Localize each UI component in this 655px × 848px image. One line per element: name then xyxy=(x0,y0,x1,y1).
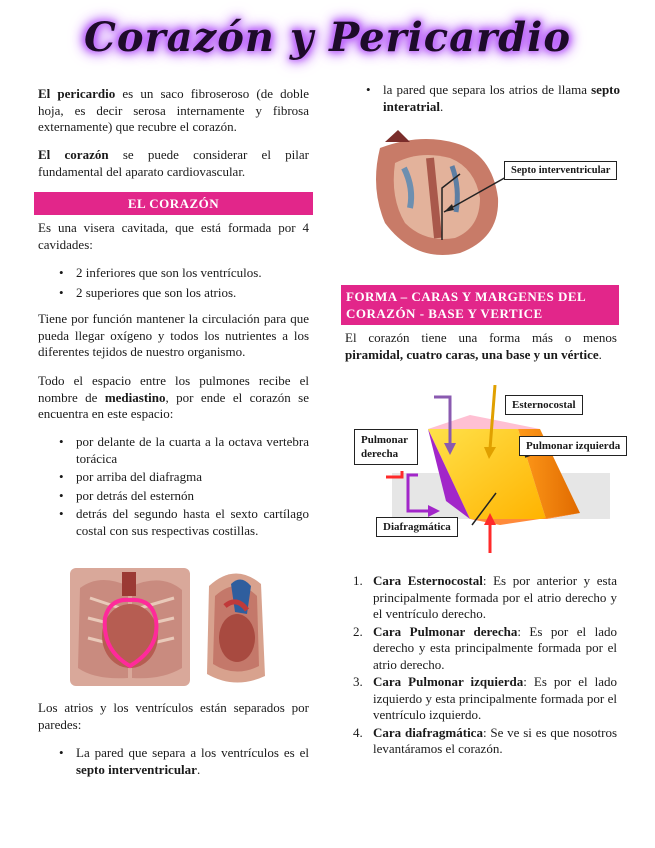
mediastino-paragraph: Todo el espacio entre los pulmones recibe el nombre de mediastino, por ende el corazón se encuentra en este espacio: xyxy=(38,373,309,421)
cavidades-list xyxy=(38,265,309,301)
septo-interventricular-term: septo interventricular xyxy=(76,761,197,777)
septo-list-left xyxy=(38,745,309,778)
list-item: 2. Cara Pulmonar derecha: Es por el lado derecho y esta principalmente formada por el atrio derecho. xyxy=(353,623,617,672)
list-item: 4. Cara diafragmática: Se ve si es que nosotros levantáramos el corazón. xyxy=(353,724,617,756)
mediastino-term: mediastino xyxy=(104,389,166,405)
label-pulmonar-derecha: Pulmonar derecha xyxy=(354,429,418,465)
funcion-paragraph: Tiene por función mantener la circulación para que pueda llegar oxígeno y todos los nutrientes a los diferentes tejidos de nuestro organismo. xyxy=(38,311,309,359)
corazon-paragraph xyxy=(38,147,309,180)
ubicacion-list xyxy=(38,434,309,539)
mediastino-illustration xyxy=(70,568,190,686)
section-banner-corazon: EL CORAZÓN xyxy=(34,192,313,215)
pericardio-term: El pericardio xyxy=(38,86,116,101)
list-item: • por delante de la cuarta a la octava vertebra torácica xyxy=(38,434,309,467)
septo-pointer-line xyxy=(440,160,510,220)
label-septo-interventricular: Septo interventricular xyxy=(504,161,617,180)
corazon-term: El corazón xyxy=(38,147,109,162)
page-title: Corazón y Pericardio xyxy=(84,14,571,61)
list-item: • 2 superiores que son los atrios. xyxy=(38,285,309,302)
list-item: • por arriba del diafragma xyxy=(38,469,309,486)
forma-paragraph: El corazón tiene una forma más o menos piramidal, cuatro caras, una base y un vértice. xyxy=(345,330,617,362)
corazon-text: se puede considerar el pilar fundamental del aparato cardiovascular. xyxy=(38,147,310,179)
pericardio-paragraph xyxy=(38,86,309,136)
caras-list xyxy=(345,573,617,758)
list-item: • detrás del segundo hasta el sexto cartílago costal con sus respectivas costillas. xyxy=(38,506,309,539)
label-diafragmatica: Diafragmática xyxy=(376,517,458,537)
list-item: • La pared que separa a los ventrículos es el septo interventricular. xyxy=(38,745,309,778)
list-item: 1. Cara Esternocostal: Es por anterior y esta principalmente formada por el atrio derecho y el ventrículo derecho. xyxy=(353,573,617,621)
paredes-intro: Los atrios y los ventrículos están separados por paredes: xyxy=(38,700,309,732)
label-pulmonar-izquierda: Pulmonar izquierda xyxy=(519,436,627,456)
list-item: • por detrás del esternón xyxy=(38,488,309,505)
cavidades-intro: Es una visera cavitada, que está formada por 4 cavidades: xyxy=(38,220,309,252)
septo-list-right xyxy=(345,82,620,115)
forma-term: piramidal, cuatro caras, una base y un vértice xyxy=(345,346,599,362)
label-esternocostal: Esternocostal xyxy=(505,395,583,415)
septo-interatrial-term: septo interatrial xyxy=(383,82,620,114)
list-item: 3. Cara Pulmonar izquierda: Es por el lado izquierdo y esta principalmente formada por el ventrículo izquierdo. xyxy=(353,674,617,722)
pericardio-text: es un saco fibroseroso (de doble hoja, es decir serosa internamente y fibrosa externamente) que recubre el corazón. xyxy=(38,86,309,134)
list-item: • la pared que separa los atrios de llama septo interatrial. xyxy=(345,82,620,115)
section-banner-forma: FORMA – CARAS Y MARGENES DEL CORAZÓN - BASE Y VERTICE xyxy=(341,285,619,325)
list-item: • 2 inferiores que son los ventrículos. xyxy=(38,265,309,282)
heart-lateral-illustration xyxy=(201,566,269,688)
